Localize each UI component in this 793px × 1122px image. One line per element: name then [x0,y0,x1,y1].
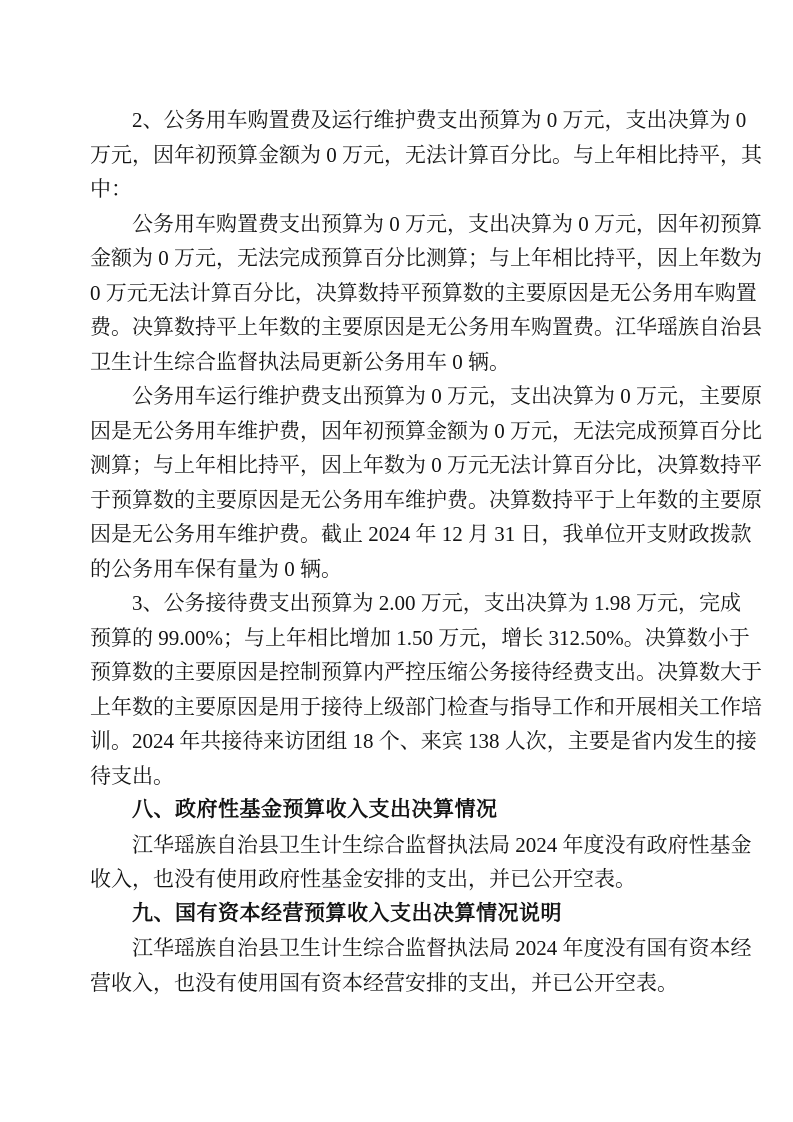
text-line: 因是无公务用车维护费，因年初预算金额为 0 万元，无法完成预算百分比 [90,418,762,443]
heading-text: 八、政府性基金预算收入支出决算情况 [132,798,498,821]
text-line: 费。决算数持平上年数的主要原因是无公务用车购置费。江华瑶族自治县 [90,315,762,339]
paragraph-vehicle-purchase [90,207,762,380]
paragraph-vehicle-maintenance [90,379,762,586]
text-line: 于预算数的主要原因是无公务用车维护费。决算数持平于上年数的主要原 [90,487,762,512]
text-line: 测算；与上年相比持平，因上年数为 0 万元无法计算百分比，决算数持平 [90,453,762,477]
paragraph-vehicle-total [90,103,762,207]
text-line: 0 万元无法计算百分比，决算数持平预算数的主要原因是无公务用车购置 [90,280,757,305]
section-heading-8 [90,793,704,828]
text-line: 金额为 0 万元，无法完成预算百分比测算；与上年相比持平，因上年数为 [90,246,762,270]
paragraph-official-reception [90,586,762,793]
text-line: 公务用车运行维护费支出预算为 0 万元，支出决算为 0 万元，主要原 [132,384,762,408]
text-line: 江华瑶族自治县卫生计生综合监督执法局 2024 年度没有国有资本经 [132,936,752,960]
text-line: 江华瑶族自治县卫生计生综合监督执法局 2024 年度没有政府性基金 [132,832,752,857]
heading-text: 九、国有资本经营预算收入支出决算情况说明 [132,901,562,925]
text-line: 2、公务用车购置费及运行维护费支出预算为 0 万元，支出决算为 0 [132,108,747,132]
text-line: 预算数的主要原因是控制预算内严控压缩公务接待经费支出。决算数大于 [90,660,762,684]
text-line: 训。2024 年共接待来访团组 18 个、来宾 138 人次，主要是省内发生的接 [90,729,757,753]
text-line: 预算的 99.00%；与上年相比增加 1.50 万元，增长 312.50%。决算数小于 [90,625,750,650]
text-line: 卫生计生综合监督执法局更新公务用车 0 辆。 [90,349,510,374]
document-body [90,103,762,1000]
text-line: 待支出。 [90,763,174,788]
text-line: 的公务用车保有量为 0 辆。 [90,556,342,581]
paragraph-state-capital [90,931,752,1000]
text-line: 3、公务接待费支出预算为 2.00 万元，支出决算为 1.98 万元，完成 [132,591,741,615]
text-line: 因是无公务用车维护费。截止 2024 年 12 月 31 日，我单位开支财政拨款 [90,522,752,546]
paragraph-government-fund [90,828,752,897]
text-line: 万元，因年初预算金额为 0 万元，无法计算百分比。与上年相比持平，其 [90,142,762,167]
section-heading-9 [90,897,704,932]
text-line: 收入，也没有使用政府性基金安排的支出，并已公开空表。 [90,867,636,891]
text-line: 公务用车购置费支出预算为 0 万元，支出决算为 0 万元，因年初预算 [132,211,762,236]
text-line: 中： [90,177,132,201]
text-line: 上年数的主要原因是用于接待上级部门检查与指导工作和开展相关工作培 [90,694,762,719]
text-line: 营收入，也没有使用国有资本经营安排的支出，并已公开空表。 [90,970,678,995]
